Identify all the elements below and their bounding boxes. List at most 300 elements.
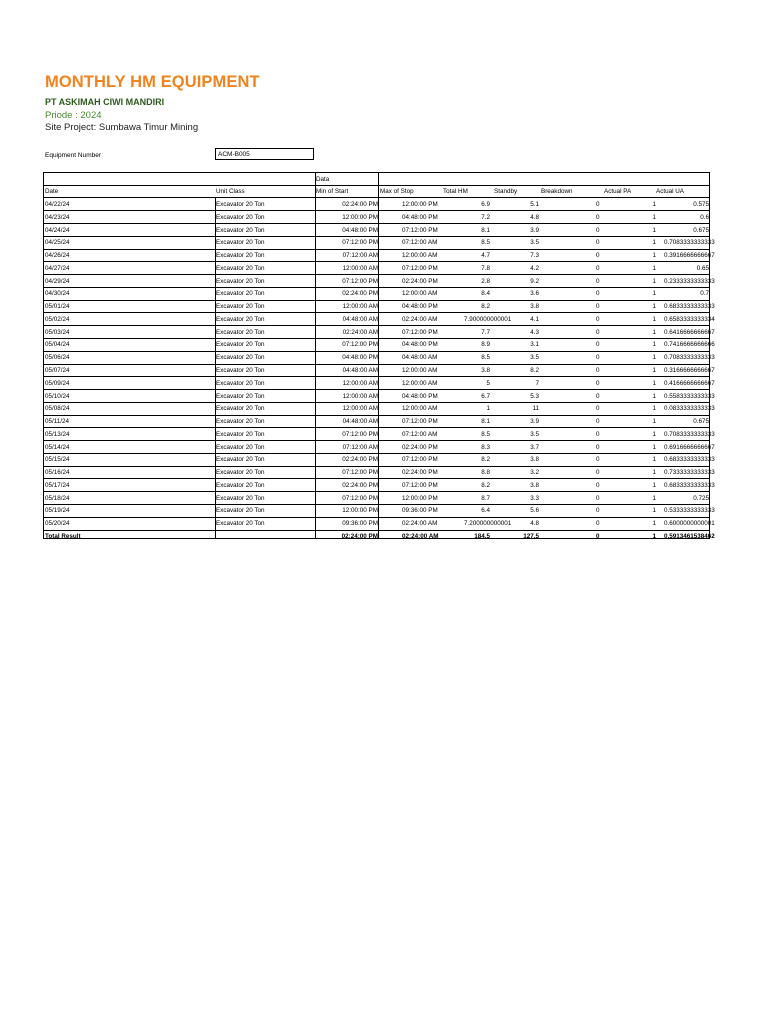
cell-standby[interactable]: 3.2: [530, 469, 539, 477]
cell-actual-pa[interactable]: 1: [652, 520, 656, 528]
cell-unit-class[interactable]: Excavator 20 Ton: [216, 277, 265, 285]
cell-total-hm[interactable]: 8.3: [481, 443, 490, 451]
table-row: [44, 441, 715, 454]
cell-max-stop[interactable]: 09:36:00 PM: [402, 507, 438, 515]
cell-actual-ua[interactable]: 0.6: [700, 213, 709, 221]
cell-max-stop[interactable]: 04:48:00 PM: [402, 303, 438, 311]
cell-actual-ua[interactable]: 0.6833333333333: [664, 303, 715, 311]
row-divider: [44, 325, 709, 326]
cell-max-stop[interactable]: 07:12:00 PM: [402, 481, 438, 489]
row-divider: [44, 351, 709, 352]
cell-actual-ua[interactable]: 0.5333333333333: [664, 507, 715, 515]
cell-min-start[interactable]: 07:12:00 AM: [342, 252, 378, 260]
site-project: Site Project: Sumbawa Timur Mining: [45, 122, 199, 133]
cell-max-stop[interactable]: 02:24:00 PM: [402, 443, 438, 451]
cell-breakdown[interactable]: 0: [596, 520, 600, 528]
cell-actual-pa[interactable]: 1: [652, 252, 656, 260]
cell-breakdown[interactable]: 0: [596, 239, 600, 247]
cell-unit-class[interactable]: Excavator 20 Ton: [216, 315, 265, 323]
row-divider: [44, 338, 709, 339]
table-row: [44, 300, 715, 313]
col-header-total-hm[interactable]: Total HM: [443, 188, 468, 195]
cell-unit-class[interactable]: Excavator 20 Ton: [216, 201, 265, 208]
cell-total-hm[interactable]: 7.900000000001: [464, 315, 512, 323]
row-divider: [44, 530, 709, 531]
cell-max-stop[interactable]: 07:12:00 PM: [402, 264, 438, 272]
cell-total-hm[interactable]: 6.9: [481, 201, 490, 208]
cell-date[interactable]: 05/08/24: [45, 405, 70, 413]
total-actual-pa[interactable]: 1: [652, 533, 656, 541]
cell-actual-ua[interactable]: 0.675: [693, 226, 709, 234]
cell-total-hm[interactable]: 3.8: [481, 367, 490, 374]
cell-unit-class[interactable]: Excavator 20 Ton: [216, 379, 265, 387]
cell-actual-ua[interactable]: 0.5583333333333: [664, 392, 715, 400]
cell-unit-class[interactable]: Excavator 20 Ton: [216, 303, 265, 311]
cell-standby[interactable]: 8.2: [530, 367, 539, 374]
cell-actual-pa[interactable]: 1: [652, 443, 656, 451]
cell-breakdown[interactable]: 0: [596, 252, 600, 260]
cell-date[interactable]: 05/03/24: [45, 328, 70, 336]
cell-breakdown[interactable]: 0: [596, 392, 600, 400]
table-row: [44, 402, 715, 415]
column-divider: [378, 173, 379, 538]
cell-actual-ua[interactable]: 0.3916666666667: [664, 252, 715, 260]
cell-date[interactable]: 04/26/24: [45, 252, 70, 260]
table-row: [44, 428, 715, 441]
cell-date[interactable]: 05/01/24: [45, 303, 70, 311]
cell-actual-ua[interactable]: 0.6833333333333: [664, 481, 715, 489]
cell-max-stop[interactable]: 07:12:00 PM: [402, 226, 438, 234]
cell-total-hm[interactable]: 8.2: [481, 456, 490, 464]
cell-standby[interactable]: 5.1: [530, 201, 539, 208]
row-divider: [44, 300, 709, 301]
row-divider: [44, 491, 709, 492]
col-header-max-stop[interactable]: Max of Stop: [380, 188, 414, 195]
cell-unit-class[interactable]: Excavator 20 Ton: [216, 481, 265, 489]
total-max-stop[interactable]: 02:24:00 AM: [402, 533, 439, 541]
row-divider: [44, 364, 709, 365]
cell-actual-pa[interactable]: 1: [652, 481, 656, 489]
cell-min-start[interactable]: 12:00:00 AM: [342, 405, 378, 413]
cell-min-start[interactable]: 04:48:00 PM: [342, 226, 378, 234]
cell-date[interactable]: 04/23/24: [45, 213, 70, 221]
cell-actual-pa[interactable]: 1: [652, 379, 656, 387]
cell-max-stop[interactable]: 04:48:00 PM: [402, 341, 438, 349]
table-row: [44, 492, 709, 505]
cell-actual-pa[interactable]: 1: [652, 456, 656, 464]
cell-unit-class[interactable]: Excavator 20 Ton: [216, 328, 265, 336]
cell-date[interactable]: 05/07/24: [45, 367, 70, 374]
cell-max-stop[interactable]: 07:12:00 PM: [402, 418, 438, 426]
equipment-number-field[interactable]: ACM-B005: [215, 148, 314, 160]
row-divider: [44, 210, 709, 211]
cell-breakdown[interactable]: 0: [596, 405, 600, 413]
cell-breakdown[interactable]: 0: [596, 201, 600, 208]
cell-unit-class[interactable]: Excavator 20 Ton: [216, 418, 265, 426]
cell-date[interactable]: 05/17/24: [45, 481, 70, 489]
cell-actual-ua[interactable]: 0.7: [700, 290, 709, 298]
row-divider: [44, 249, 709, 250]
total-hm[interactable]: 184.5: [474, 533, 490, 541]
cell-date[interactable]: 05/11/24: [45, 418, 70, 426]
cell-actual-ua[interactable]: 0.725: [693, 494, 709, 502]
cell-min-start[interactable]: 12:00:00 AM: [342, 392, 378, 400]
cell-unit-class[interactable]: Excavator 20 Ton: [216, 507, 265, 515]
cell-date[interactable]: 05/09/24: [45, 379, 70, 387]
cell-max-stop[interactable]: 12:00:00 AM: [402, 379, 438, 387]
cell-max-stop[interactable]: 12:00:00 AM: [402, 290, 438, 298]
total-breakdown[interactable]: 0: [596, 533, 600, 541]
cell-date[interactable]: 05/06/24: [45, 354, 70, 362]
cell-actual-ua[interactable]: 0.2333333333333: [664, 277, 715, 285]
cell-actual-pa[interactable]: 1: [652, 315, 656, 323]
cell-breakdown[interactable]: 0: [596, 328, 600, 336]
cell-unit-class[interactable]: Excavator 20 Ton: [216, 469, 265, 477]
cell-actual-pa[interactable]: 1: [652, 354, 656, 362]
cell-total-hm[interactable]: 8.2: [481, 481, 490, 489]
cell-breakdown[interactable]: 0: [596, 226, 600, 234]
cell-min-start[interactable]: 02:24:00 PM: [342, 290, 378, 298]
cell-unit-class[interactable]: Excavator 20 Ton: [216, 392, 265, 400]
cell-date[interactable]: 05/02/24: [45, 315, 70, 323]
col-header-breakdown[interactable]: Breakdown: [541, 188, 573, 195]
col-header-standby[interactable]: Standby: [494, 188, 518, 195]
row-divider: [44, 261, 709, 262]
cell-date[interactable]: 04/27/24: [45, 264, 70, 272]
cell-max-stop[interactable]: 12:00:00 AM: [402, 405, 438, 413]
table-row: [44, 287, 709, 300]
table-row: [44, 377, 715, 390]
cell-actual-ua[interactable]: 0.6000000000001: [664, 520, 715, 528]
cell-standby[interactable]: 11: [532, 405, 539, 413]
cell-date[interactable]: 05/18/24: [45, 494, 70, 502]
cell-min-start[interactable]: 09:36:00 PM: [342, 520, 378, 528]
cell-min-start[interactable]: 12:00:00 AM: [342, 264, 378, 272]
cell-breakdown[interactable]: 0: [596, 303, 600, 311]
cell-actual-pa[interactable]: 1: [652, 226, 656, 234]
table-header-data-row: [44, 173, 709, 185]
cell-standby[interactable]: 7.3: [530, 252, 539, 260]
cell-actual-ua[interactable]: 0.6916666666667: [664, 443, 715, 451]
row-divider: [44, 402, 709, 403]
cell-date[interactable]: 05/19/24: [45, 507, 70, 515]
cell-actual-pa[interactable]: 1: [652, 277, 656, 285]
cell-unit-class[interactable]: Excavator 20 Ton: [216, 239, 265, 247]
table-row: [44, 198, 709, 211]
cell-date[interactable]: 04/30/24: [45, 290, 70, 298]
col-header-unit-class[interactable]: Unit Class: [216, 188, 245, 195]
cell-actual-ua[interactable]: 0.7416666666666: [664, 341, 715, 349]
cell-date[interactable]: 04/22/24: [45, 201, 70, 208]
cell-breakdown[interactable]: 0: [596, 290, 600, 298]
cell-unit-class[interactable]: Excavator 20 Ton: [216, 252, 265, 260]
cell-date[interactable]: 05/20/24: [45, 520, 70, 528]
cell-max-stop[interactable]: 07:12:00 AM: [402, 239, 438, 247]
cell-unit-class[interactable]: Excavator 20 Ton: [216, 213, 265, 221]
cell-min-start[interactable]: 12:00:00 PM: [342, 507, 378, 515]
cell-actual-ua[interactable]: 0.675: [693, 418, 709, 426]
cell-unit-class[interactable]: Excavator 20 Ton: [216, 341, 265, 349]
cell-unit-class[interactable]: Excavator 20 Ton: [216, 405, 265, 413]
table-row: [44, 479, 715, 492]
cell-max-stop[interactable]: 12:00:00 PM: [402, 494, 438, 502]
cell-actual-pa[interactable]: 1: [652, 507, 656, 515]
cell-unit-class[interactable]: Excavator 20 Ton: [216, 290, 265, 298]
cell-min-start[interactable]: 12:00:00 PM: [342, 213, 378, 221]
cell-total-hm[interactable]: 8.9: [481, 341, 490, 349]
cell-unit-class[interactable]: Excavator 20 Ton: [216, 264, 265, 272]
cell-unit-class[interactable]: Excavator 20 Ton: [216, 443, 265, 451]
table-row: [44, 504, 715, 517]
row-divider: [44, 185, 709, 186]
cell-max-stop[interactable]: 04:48:00 PM: [402, 213, 438, 221]
table-row: [44, 224, 709, 237]
cell-standby[interactable]: 3.8: [530, 456, 539, 464]
cell-breakdown[interactable]: 0: [596, 277, 600, 285]
cell-actual-pa[interactable]: 1: [652, 469, 656, 477]
cell-actual-ua[interactable]: 0.7333333333333: [664, 469, 715, 477]
cell-actual-ua[interactable]: 0.7083333333333: [664, 239, 715, 247]
cell-standby[interactable]: 4.8: [530, 520, 539, 528]
total-actual-ua[interactable]: 0.5913461538462: [664, 533, 715, 541]
cell-actual-pa[interactable]: 1: [652, 430, 656, 438]
cell-breakdown[interactable]: 0: [596, 418, 600, 426]
row-divider: [44, 466, 709, 467]
row-divider: [44, 223, 709, 224]
cell-actual-ua[interactable]: 0.65: [696, 264, 709, 272]
cell-actual-pa[interactable]: 1: [652, 264, 656, 272]
cell-total-hm[interactable]: 6.4: [481, 507, 490, 515]
cell-standby[interactable]: 3.7: [530, 443, 539, 451]
cell-actual-pa[interactable]: 1: [652, 290, 656, 298]
cell-standby[interactable]: 5.6: [530, 507, 539, 515]
cell-standby[interactable]: 3.3: [530, 494, 539, 502]
cell-actual-pa[interactable]: 1: [652, 328, 656, 336]
cell-date[interactable]: 05/13/24: [45, 430, 70, 438]
cell-unit-class[interactable]: Excavator 20 Ton: [216, 226, 265, 234]
cell-min-start[interactable]: 04:48:00 AM: [342, 315, 378, 323]
cell-date[interactable]: 04/25/24: [45, 239, 70, 247]
cell-breakdown[interactable]: 0: [596, 507, 600, 515]
cell-total-hm[interactable]: 8.5: [481, 430, 490, 438]
cell-actual-ua[interactable]: 0.7083333333333: [664, 430, 715, 438]
cell-max-stop[interactable]: 07:12:00 PM: [402, 456, 438, 464]
cell-max-stop[interactable]: 02:24:00 PM: [402, 469, 438, 477]
equipment-number-label: Equipment Number: [45, 152, 101, 159]
cell-total-hm[interactable]: 5: [486, 379, 490, 387]
cell-actual-ua[interactable]: 0.575: [693, 201, 709, 208]
cell-max-stop[interactable]: 02:24:00 AM: [402, 315, 438, 323]
table-row: [44, 262, 709, 275]
cell-max-stop[interactable]: 12:00:00 PM: [402, 201, 438, 208]
cell-standby[interactable]: 7: [535, 379, 539, 387]
table-row: [44, 453, 715, 466]
total-min-start[interactable]: 02:24:00 PM: [341, 533, 378, 541]
cell-standby[interactable]: 3.9: [530, 226, 539, 234]
cell-total-hm[interactable]: 7.2: [481, 213, 490, 221]
cell-date[interactable]: 05/16/24: [45, 469, 70, 477]
cell-max-stop[interactable]: 07:12:00 AM: [402, 430, 438, 438]
data-field-label: Data: [316, 176, 330, 183]
cell-actual-pa[interactable]: 1: [652, 418, 656, 426]
cell-total-hm[interactable]: 8.1: [481, 418, 490, 426]
cell-standby[interactable]: 9.2: [530, 277, 539, 285]
col-header-min-start[interactable]: Min of Start: [316, 188, 349, 195]
cell-total-hm[interactable]: 8.5: [481, 239, 490, 247]
cell-total-hm[interactable]: 8.7: [481, 494, 490, 502]
cell-min-start[interactable]: 12:00:00 AM: [342, 303, 378, 311]
cell-unit-class[interactable]: Excavator 20 Ton: [216, 456, 265, 464]
total-standby[interactable]: 127.5: [523, 533, 539, 541]
cell-max-stop[interactable]: 04:48:00 AM: [402, 354, 438, 362]
cell-breakdown[interactable]: 0: [596, 494, 600, 502]
total-result-label[interactable]: Total Result: [45, 533, 81, 541]
cell-total-hm[interactable]: 8.8: [481, 469, 490, 477]
table-row: [44, 351, 715, 364]
cell-max-stop[interactable]: 02:24:00 PM: [402, 277, 438, 285]
cell-date[interactable]: 05/04/24: [45, 341, 70, 349]
cell-min-start[interactable]: 07:12:00 AM: [342, 443, 378, 451]
col-header-date[interactable]: Date: [45, 188, 59, 195]
cell-unit-class[interactable]: Excavator 20 Ton: [216, 494, 265, 502]
cell-date[interactable]: 05/15/24: [45, 456, 70, 464]
cell-max-stop[interactable]: 04:48:00 PM: [402, 392, 438, 400]
cell-total-hm[interactable]: 8.2: [481, 303, 490, 311]
cell-min-start[interactable]: 04:48:00 AM: [342, 367, 378, 374]
cell-min-start[interactable]: 12:00:00 AM: [342, 379, 378, 387]
row-divider: [44, 236, 709, 237]
cell-standby[interactable]: 4.8: [530, 213, 539, 221]
cell-date[interactable]: 04/24/24: [45, 226, 70, 234]
cell-standby[interactable]: 5.3: [530, 392, 539, 400]
cell-breakdown[interactable]: 0: [596, 341, 600, 349]
cell-min-start[interactable]: 07:12:00 PM: [342, 469, 378, 477]
cell-min-start[interactable]: 02:24:00 PM: [342, 456, 378, 464]
cell-actual-pa[interactable]: 1: [652, 341, 656, 349]
cell-standby[interactable]: 3.1: [530, 341, 539, 349]
report-period: Priode : 2024: [45, 110, 102, 121]
table-header-row: [44, 185, 709, 197]
row-divider: [44, 504, 709, 505]
cell-breakdown[interactable]: 0: [596, 481, 600, 489]
cell-max-stop[interactable]: 12:00:00 AM: [402, 252, 438, 260]
cell-breakdown[interactable]: 0: [596, 456, 600, 464]
row-divider: [44, 312, 709, 313]
cell-total-hm[interactable]: 2.8: [481, 277, 490, 285]
cell-min-start[interactable]: 07:12:00 PM: [342, 341, 378, 349]
cell-actual-ua[interactable]: 0.6833333333333: [664, 456, 715, 464]
cell-min-start[interactable]: 07:12:00 PM: [342, 430, 378, 438]
cell-total-hm[interactable]: 8.1: [481, 226, 490, 234]
cell-actual-ua[interactable]: 0.0833333333333: [664, 405, 715, 413]
cell-actual-pa[interactable]: 1: [652, 201, 656, 208]
cell-actual-pa[interactable]: 1: [652, 367, 656, 374]
cell-min-start[interactable]: 07:12:00 PM: [342, 239, 378, 247]
cell-total-hm[interactable]: 8.4: [481, 290, 490, 298]
cell-date[interactable]: 05/10/24: [45, 392, 70, 400]
cell-standby[interactable]: 3.6: [530, 290, 539, 298]
cell-unit-class[interactable]: Excavator 20 Ton: [216, 430, 265, 438]
row-divider: [44, 517, 709, 518]
cell-actual-ua[interactable]: 0.3166666666667: [664, 367, 715, 374]
cell-standby[interactable]: 3.5: [530, 239, 539, 247]
col-header-actual-ua[interactable]: Actual UA: [656, 188, 684, 195]
cell-actual-pa[interactable]: 1: [652, 494, 656, 502]
cell-actual-pa[interactable]: 1: [652, 239, 656, 247]
cell-unit-class[interactable]: Excavator 20 Ton: [216, 520, 265, 528]
cell-breakdown[interactable]: 0: [596, 379, 600, 387]
cell-min-start[interactable]: 02:24:00 AM: [342, 328, 378, 336]
cell-standby[interactable]: 4.1: [530, 315, 539, 323]
cell-unit-class[interactable]: Excavator 20 Ton: [216, 354, 265, 362]
cell-min-start[interactable]: 02:24:00 PM: [342, 201, 378, 208]
cell-total-hm[interactable]: 4.7: [481, 252, 490, 260]
cell-max-stop[interactable]: 12:00:00 AM: [402, 367, 438, 374]
cell-total-hm[interactable]: 7.7: [481, 328, 490, 336]
table-row: [44, 236, 715, 249]
row-divider: [44, 415, 709, 416]
cell-actual-pa[interactable]: 1: [652, 392, 656, 400]
cell-actual-pa[interactable]: 1: [652, 303, 656, 311]
cell-actual-pa[interactable]: 1: [652, 213, 656, 221]
cell-standby[interactable]: 3.5: [530, 430, 539, 438]
cell-unit-class[interactable]: Excavator 20 Ton: [216, 367, 265, 374]
cell-actual-ua[interactable]: 0.4166666666667: [664, 379, 715, 387]
row-divider: [44, 427, 709, 428]
cell-breakdown[interactable]: 0: [596, 469, 600, 477]
cell-min-start[interactable]: 04:48:00 PM: [342, 354, 378, 362]
cell-actual-pa[interactable]: 1: [652, 405, 656, 413]
cell-date[interactable]: 04/29/24: [45, 277, 70, 285]
cell-min-start[interactable]: 04:48:00 AM: [342, 418, 378, 426]
cell-standby[interactable]: 3.5: [530, 354, 539, 362]
cell-total-hm[interactable]: 7.8: [481, 264, 490, 272]
cell-total-hm[interactable]: 7.200000000001: [464, 520, 512, 528]
cell-breakdown[interactable]: 0: [596, 430, 600, 438]
cell-standby[interactable]: 3.8: [530, 481, 539, 489]
cell-breakdown[interactable]: 0: [596, 367, 600, 374]
cell-max-stop[interactable]: 07:12:00 PM: [402, 328, 438, 336]
cell-actual-ua[interactable]: 0.6416666666667: [664, 328, 715, 336]
cell-standby[interactable]: 4.3: [530, 328, 539, 336]
row-divider: [44, 376, 709, 377]
table-row: [44, 517, 715, 530]
cell-min-start[interactable]: 07:12:00 PM: [342, 494, 378, 502]
cell-breakdown[interactable]: 0: [596, 315, 600, 323]
cell-total-hm[interactable]: 6.7: [481, 392, 490, 400]
cell-max-stop[interactable]: 02:24:00 AM: [402, 520, 438, 528]
table-row: [44, 249, 715, 262]
cell-standby[interactable]: 3.9: [530, 418, 539, 426]
cell-breakdown[interactable]: 0: [596, 264, 600, 272]
column-divider: [215, 197, 216, 538]
cell-total-hm[interactable]: 8.5: [481, 354, 490, 362]
cell-min-start[interactable]: 02:24:00 PM: [342, 481, 378, 489]
cell-standby[interactable]: 3.8: [530, 303, 539, 311]
cell-actual-ua[interactable]: 0.6583333333334: [664, 315, 715, 323]
cell-actual-ua[interactable]: 0.7083333333333: [664, 354, 715, 362]
cell-breakdown[interactable]: 0: [596, 354, 600, 362]
cell-total-hm[interactable]: 1: [486, 405, 490, 413]
cell-min-start[interactable]: 07:12:00 PM: [342, 277, 378, 285]
cell-breakdown[interactable]: 0: [596, 213, 600, 221]
cell-breakdown[interactable]: 0: [596, 443, 600, 451]
cell-standby[interactable]: 4.2: [530, 264, 539, 272]
table-row: [44, 338, 715, 351]
cell-date[interactable]: 05/14/24: [45, 443, 70, 451]
table-row: [44, 466, 715, 479]
col-header-actual-pa[interactable]: Actual PA: [604, 188, 632, 195]
